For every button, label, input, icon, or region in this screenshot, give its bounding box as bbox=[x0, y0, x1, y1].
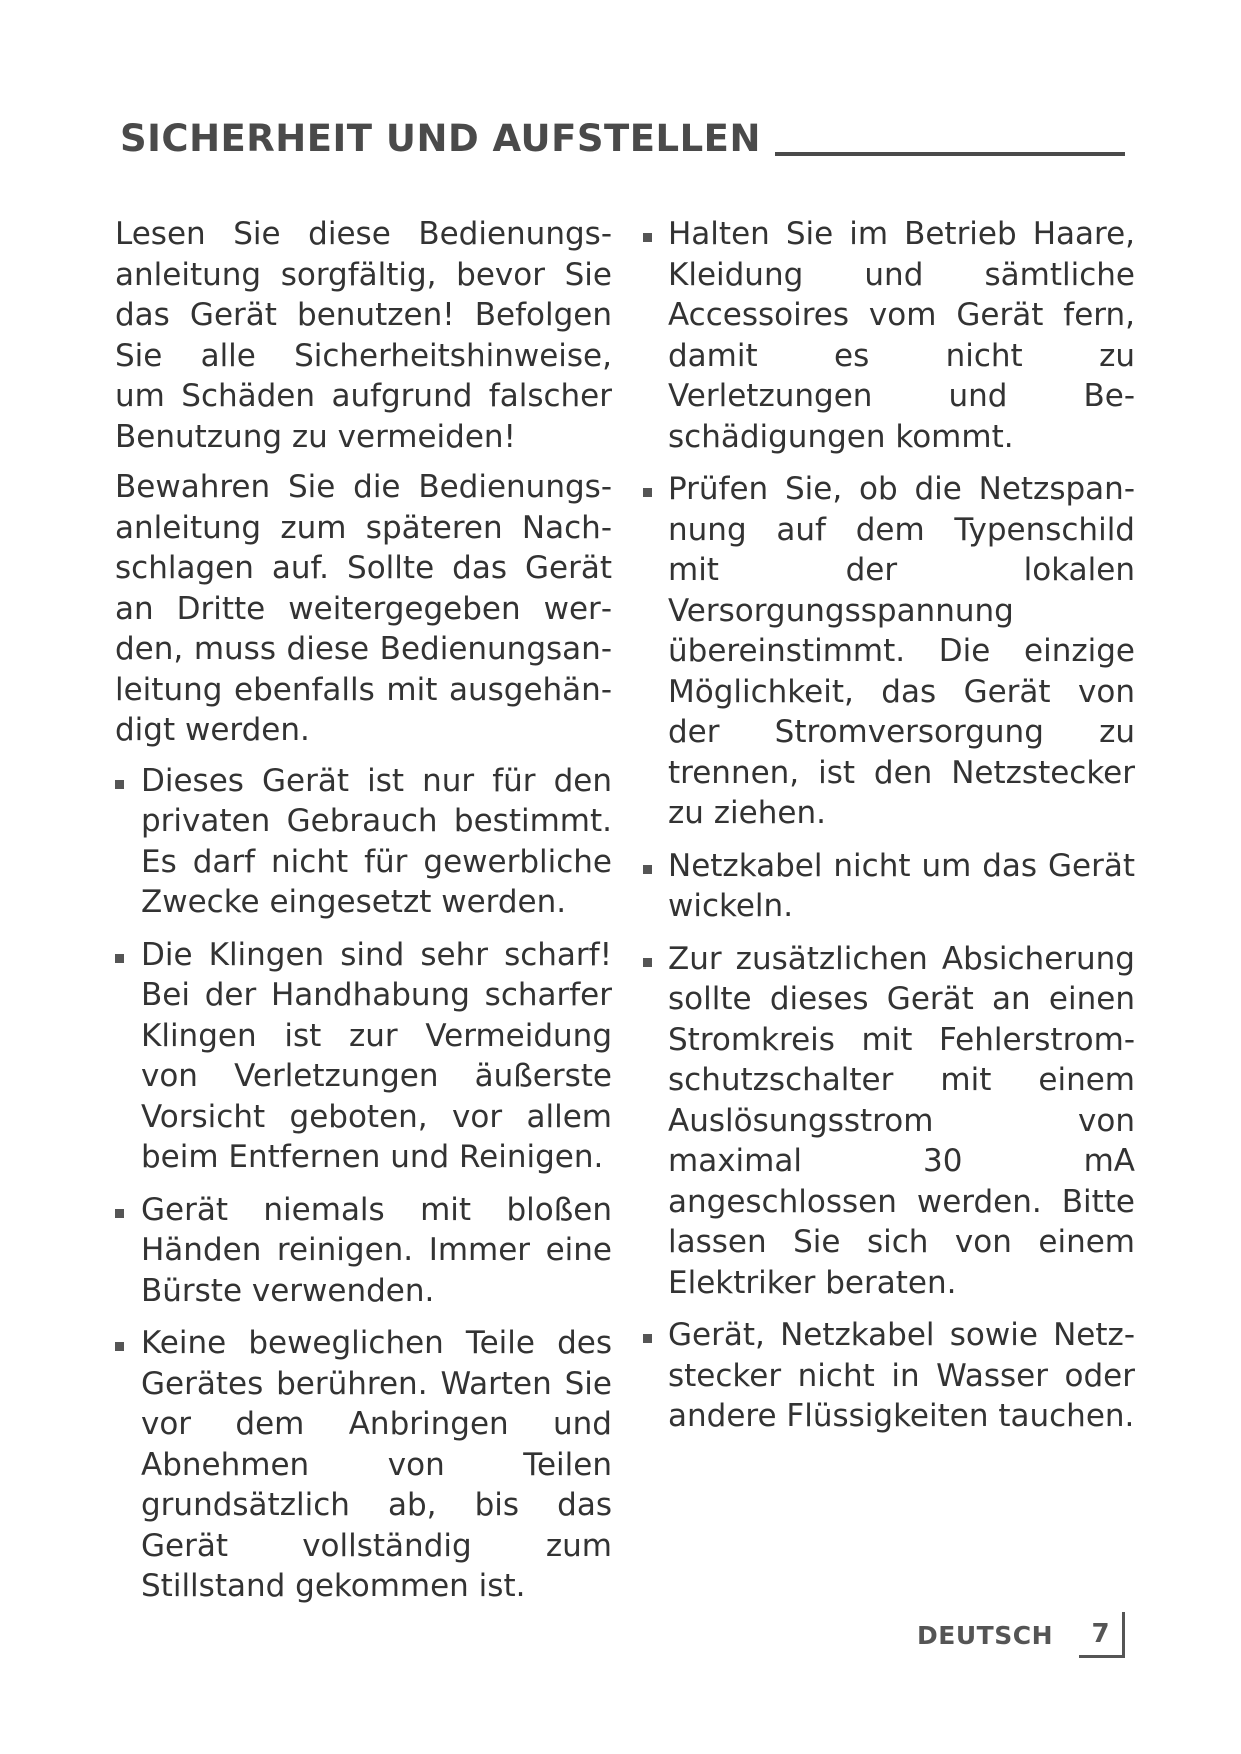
list-item bbox=[115, 935, 612, 1178]
right-column bbox=[643, 214, 1135, 1449]
list-item bbox=[643, 214, 1135, 457]
list-item bbox=[643, 939, 1135, 1304]
list-item-text: Dieses Gerät ist nur für den privaten Gebrauch bestimmt. Es darf nicht für gewerbliche Zwecke eingesetzt werden. bbox=[141, 762, 612, 920]
list-item bbox=[643, 1315, 1135, 1437]
page-number-box bbox=[1079, 1612, 1125, 1658]
list-item bbox=[643, 846, 1135, 927]
title-underline bbox=[775, 152, 1125, 156]
language-label: DEUTSCH bbox=[917, 1620, 1053, 1650]
square-bullet-icon bbox=[643, 233, 652, 242]
square-bullet-icon bbox=[115, 1342, 124, 1351]
list-item bbox=[115, 1323, 612, 1607]
list-item-text: Gerät niemals mit bloßen Händen reinigen. Immer eine Bürste verwenden. bbox=[141, 1191, 612, 1309]
list-item-text: Zur zusätzlichen Absicherung sollte dieses Gerät an einen Stromkreis mit Fehlerstromschutzschalter mit einem Auslösungsstrom von maximal 30 mA angeschlossen werden. Bitte lassen Sie sich von einem Elektriker beraten. bbox=[668, 940, 1135, 1301]
square-bullet-icon bbox=[643, 1334, 652, 1343]
square-bullet-icon bbox=[115, 1209, 124, 1218]
list-item bbox=[115, 761, 612, 923]
storage-paragraph: Bewahren Sie die Bedienungsanleitung zum späteren Nachschlagen auf. Sollte das Gerät an Dritte weitergegeben werden, muss diese Bedienungsanleitung ebenfalls mit ausgehändigt werden. bbox=[115, 469, 612, 748]
list-item-text: Die Klingen sind sehr scharf! Bei der Handhabung scharfer Klingen ist zur Vermeidung von Verletzungen äußerste Vorsicht geboten, vor allem beim Entfernen und Reinigen. bbox=[141, 936, 612, 1175]
square-bullet-icon bbox=[643, 865, 652, 874]
square-bullet-icon bbox=[643, 958, 652, 967]
list-item-text: Gerät, Netzkabel sowie Netzstecker nicht in Wasser oder andere Flüssigkeiten tauchen. bbox=[668, 1317, 1135, 1434]
page-header bbox=[120, 114, 1125, 164]
list-item-text: Netzkabel nicht um das Gerät wickeln. bbox=[668, 847, 1135, 924]
square-bullet-icon bbox=[115, 954, 124, 963]
list-item-text: Prüfen Sie, ob die Netzspannung auf dem Typenschild mit der lokalen Versorgungsspannung übereinstimmt. Die einzige Möglichkeit, das Gerät von der Stromversorgung zu trennen, ist den Netzstecker zu ziehen. bbox=[668, 471, 1135, 831]
list-item-text: Keine beweglichen Teile des Gerätes berühren. Warten Sie vor dem Anbringen und Abnehmen von Teilen grundsätzlich ab, bis das Gerät vollständig zum Stillstand gekommen ist. bbox=[141, 1325, 612, 1604]
list-item bbox=[115, 1190, 612, 1312]
page-number: 7 bbox=[1091, 1618, 1110, 1649]
intro-paragraph: Lesen Sie diese Bedienungsanleitung sorgfältig, bevor Sie das Gerät benutzen! Befolgen Sie alle Sicherheitshinweise, um Schäden aufgrund falscher Benutzung zu vermeiden! bbox=[115, 216, 612, 455]
page-footer bbox=[900, 1610, 1125, 1660]
page-title: SICHERHEIT UND AUFSTELLEN bbox=[120, 117, 761, 160]
list-item bbox=[643, 469, 1135, 834]
square-bullet-icon bbox=[115, 780, 124, 789]
square-bullet-icon bbox=[643, 488, 652, 497]
left-column bbox=[115, 214, 612, 1619]
list-item-text: Halten Sie im Betrieb Haare, Kleidung und sämtliche Accessoires vom Gerät fern, damit es nicht zu Verletzungen und Beschädigungen kommt. bbox=[668, 216, 1135, 455]
